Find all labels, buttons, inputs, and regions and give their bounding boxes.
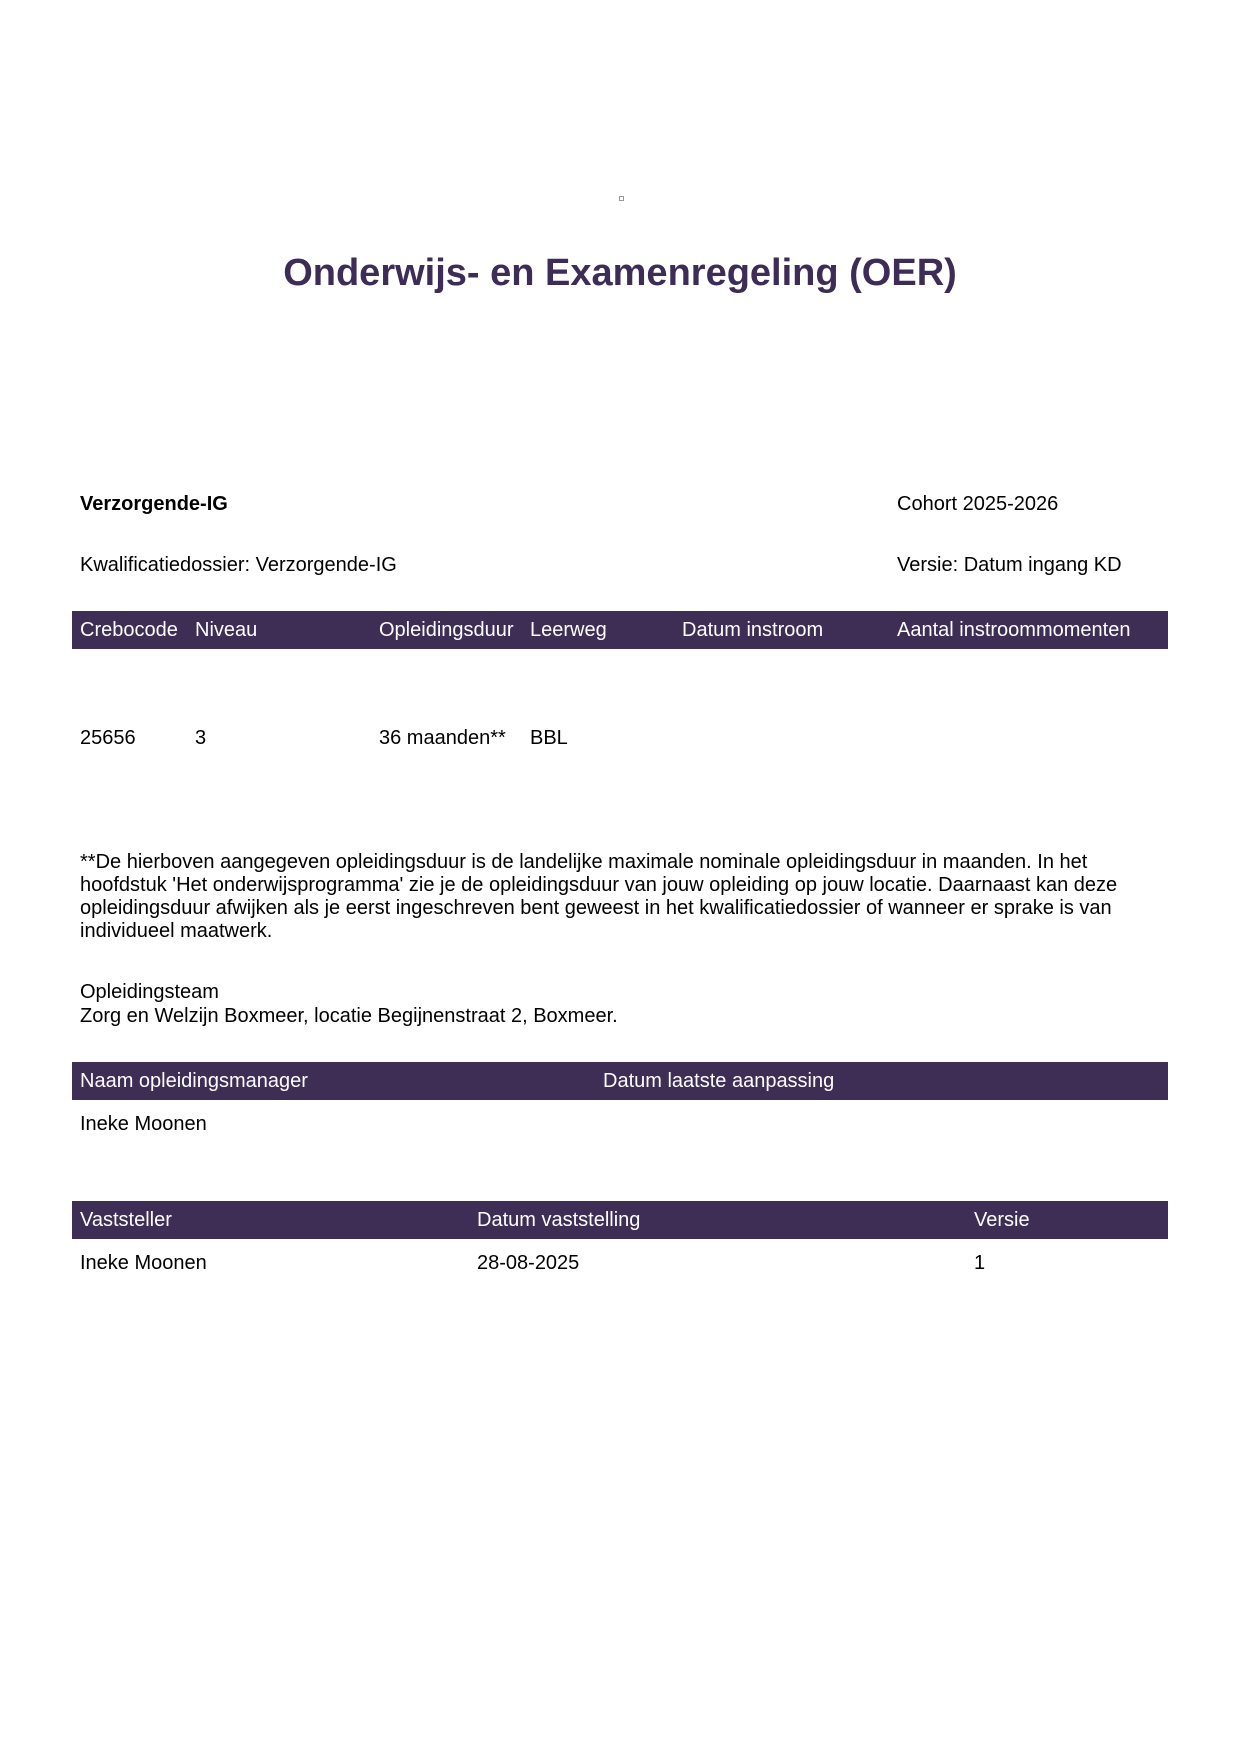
header-aantal-instroommomenten: Aantal instroommomenten — [897, 619, 1131, 641]
header-versie: Versie — [974, 1209, 1030, 1231]
header-crebocode: Crebocode — [80, 619, 178, 641]
table-row — [72, 1105, 1168, 1143]
document-title: Onderwijs- en Examenregeling (OER) — [283, 252, 957, 294]
team-label: Opleidingsteam — [80, 981, 219, 1003]
cell-opleidingsduur: 36 maanden** — [379, 727, 506, 749]
cell-leerweg: BBL — [530, 727, 568, 749]
cell-niveau: 3 — [195, 727, 207, 749]
program-table-header — [72, 611, 1168, 649]
cell-crebocode: 25656 — [80, 727, 136, 749]
cohort-label: Cohort 2025-2026 — [897, 493, 1059, 515]
team-location: Zorg en Welzijn Boxmeer, locatie Begijnenstraat 2, Boxmeer. — [80, 1005, 618, 1027]
approval-table-header — [72, 1201, 1168, 1239]
header-datum-vaststelling: Datum vaststelling — [477, 1209, 641, 1231]
cell-datum-vaststelling: 28-08-2025 — [477, 1252, 580, 1274]
table-row — [72, 1244, 1168, 1282]
header-datum-instroom: Datum instroom — [682, 619, 824, 641]
header-niveau: Niveau — [195, 619, 258, 641]
program-name: Verzorgende-IG — [80, 493, 228, 515]
qualification-dossier: Kwalificatiedossier: Verzorgende-IG — [80, 554, 397, 576]
cell-versie: 1 — [974, 1252, 986, 1274]
footnote: **De hierboven aangegeven opleidingsduur is de landelijke maximale nominale opleidingsduur in maanden. In het hoofdstuk 'Het onderwijsprogramma' zie je de opleidingsduur van jouw opleiding op jouw locatie. Daarnaast kan deze opleidingsduur afwijken als je eerst ingeschreven bent geweest in het kwalificatiedossier of wanneer er sprake is van individueel maatwerk. — [80, 851, 1118, 942]
cell-manager-name: Ineke Moonen — [80, 1113, 207, 1135]
manager-table-header — [72, 1062, 1168, 1100]
table-row — [72, 719, 1168, 757]
version-label: Versie: Datum ingang KD — [897, 554, 1122, 576]
header-leerweg: Leerweg — [530, 619, 607, 641]
cell-vaststeller: Ineke Moonen — [80, 1252, 207, 1274]
header-datum-laatste-aanpassing: Datum laatste aanpassing — [603, 1070, 835, 1092]
header-naam-opleidingsmanager: Naam opleidingsmanager — [80, 1070, 308, 1092]
header-opleidingsduur: Opleidingsduur — [379, 619, 514, 641]
image-placeholder-icon — [619, 196, 624, 201]
header-vaststeller: Vaststeller — [80, 1209, 172, 1231]
